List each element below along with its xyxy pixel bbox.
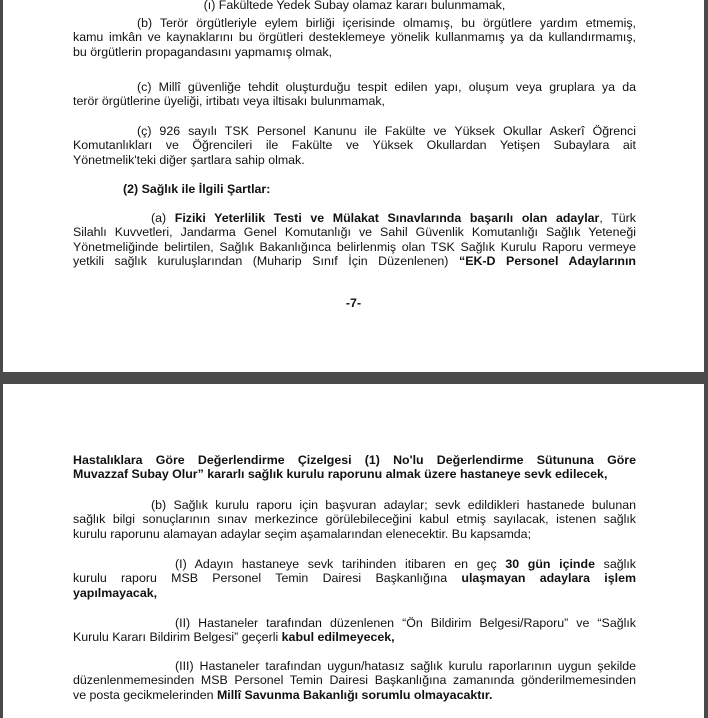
- text-line: [73, 571, 636, 585]
- text-line: Hastalıklara Göre Değerlendirme Çizelgesi (1) No'lu Değerlendirme Sütununa Göre: [73, 453, 636, 467]
- text-line: bu örgütlerin propagandasını yapmamış olmak,: [73, 44, 332, 59]
- bold-span: Fiziki Yeterlilik Testi ve Mülakat Sınavlarında başarılı olan adaylar: [174, 211, 600, 225]
- bold-span: Millî Savunma Bakanlığı sorumlu olmayacaktır.: [216, 687, 493, 702]
- paragraph-b: [73, 498, 636, 541]
- document-page-7: [3, 0, 704, 372]
- item-iii: [73, 659, 636, 702]
- section-heading: (2) Sağlık ile İlgili Şartlar:: [123, 182, 271, 196]
- text-span: (a): [151, 211, 167, 225]
- text-line: (c) Millî güvenliğe tehdit oluşturduğu tespit edilen yapı, oluşum veya gruplara ya da: [137, 80, 636, 94]
- text-line: [73, 211, 636, 225]
- text-line: Yönetmelik'teki diğer şartlara sahip olmak.: [73, 152, 305, 167]
- text-line: Silahlı Kuvvetleri, Jandarma Genel Komutanlığı ve Sahil Güvenlik Komutanlığı Sağlık Yeteneği: [73, 225, 636, 240]
- bold-continuation: [73, 453, 636, 482]
- text-line: [73, 557, 636, 571]
- text-line: [73, 630, 636, 644]
- paragraph-b: [73, 16, 636, 59]
- text-span: sağlık: [594, 557, 636, 571]
- text-line: terör örgütlerine üyeliği, irtibatı veya iltisakı bulunmamak,: [73, 94, 385, 109]
- text-line: düzenlenmemesinden MSB Personel Temin Dairesi Başkanlığına zamanında gönderilmemesinden: [73, 673, 636, 688]
- text-line: (II) Hastaneler tarafından düzenlenen “Ön Bildirim Belgesi/Raporu” ve “Sağlık: [175, 616, 636, 630]
- text-span: kurulu raporu MSB Personel Temin Dairesi Başkanlığına: [73, 571, 462, 586]
- text-line: Yönetmeliğinde belirtilen, Sağlık Bakanlığınca belirlenmiş olan TSK Sağlık Kurulu Raporu vermeye: [73, 239, 636, 254]
- paragraph-c: [73, 80, 636, 109]
- text-line: Muvazzaf Subay Olur” kararlı sağlık kurulu raporunu almak üzere hastaneye sevk edilecek,: [73, 467, 608, 482]
- text-line: [73, 254, 636, 268]
- text-line: [73, 688, 636, 702]
- text-line: (b) Terör örgütleriyle eylem birliği içerisinde olmamış, bu örgütlere yardım etmemiş,: [137, 16, 636, 30]
- item-ii: [73, 616, 636, 645]
- text-line: (ç) 926 sayılı TSK Personel Kanunu ile Fakülte ve Yüksek Okullar Askerî Öğrenci: [137, 124, 636, 138]
- text-line: (III) Hastaneler tarafından uygun/hatasız sağlık kurulu raporlarının uygun şekilde: [175, 659, 636, 673]
- text-line: kurulu raporunu alamayan adaylar seçim aşamalarından elenecektir. Bu kapsamda;: [73, 526, 532, 541]
- document-page-8: [3, 384, 704, 718]
- bold-span: 30 gün içinde: [505, 557, 595, 571]
- paragraph-a: [73, 211, 636, 269]
- text-span: yetkili sağlık kuruluşlarından (Muharip Sınıf İçin Düzenlenen): [73, 254, 459, 269]
- paragraph-cc: [73, 124, 636, 167]
- item-i: [73, 557, 636, 600]
- text-span: Kurulu Kararı Bildirim Belgesi” geçerli: [73, 630, 282, 645]
- page-number: -7-: [345, 296, 362, 310]
- bold-span: kabul edilmeyecek,: [281, 630, 395, 645]
- bold-span: ulaşmayan adaylara işlem: [461, 571, 636, 586]
- text-span: , Türk: [599, 211, 636, 225]
- text-line: (b) Sağlık kurulu raporu için başvuran adaylar; sevk edildikleri hastanede bulunan: [151, 498, 636, 512]
- text-line: kamu imkân ve kaynaklarını bu örgütleri desteklemeye yönelik kullanmamış ya da kullandırmamış,: [73, 30, 636, 45]
- text-line: yapılmayacak,: [73, 585, 158, 600]
- bold-span: “EK-D Personel Adaylarının: [459, 254, 636, 269]
- text-span: ve posta gecikmelerinden: [73, 687, 217, 702]
- text-line: sağlık bilgi sonuçlarının sınav merkezince görülebileceğini kabul etmiş sayılacak, istenen sağlık: [73, 512, 636, 527]
- text-span: (I) Adayın hastaneye sevk tarihinden itibaren en geç: [175, 557, 506, 571]
- cutoff-text-line: (ı) Fakültede Yedek Subay olamaz kararı bulunmamak,: [203, 0, 506, 12]
- text-line: Komutanlıkları ve Öğrencileri ile Fakülte ve Yüksek Okullardan Yetişen Subaylara ait: [73, 138, 636, 153]
